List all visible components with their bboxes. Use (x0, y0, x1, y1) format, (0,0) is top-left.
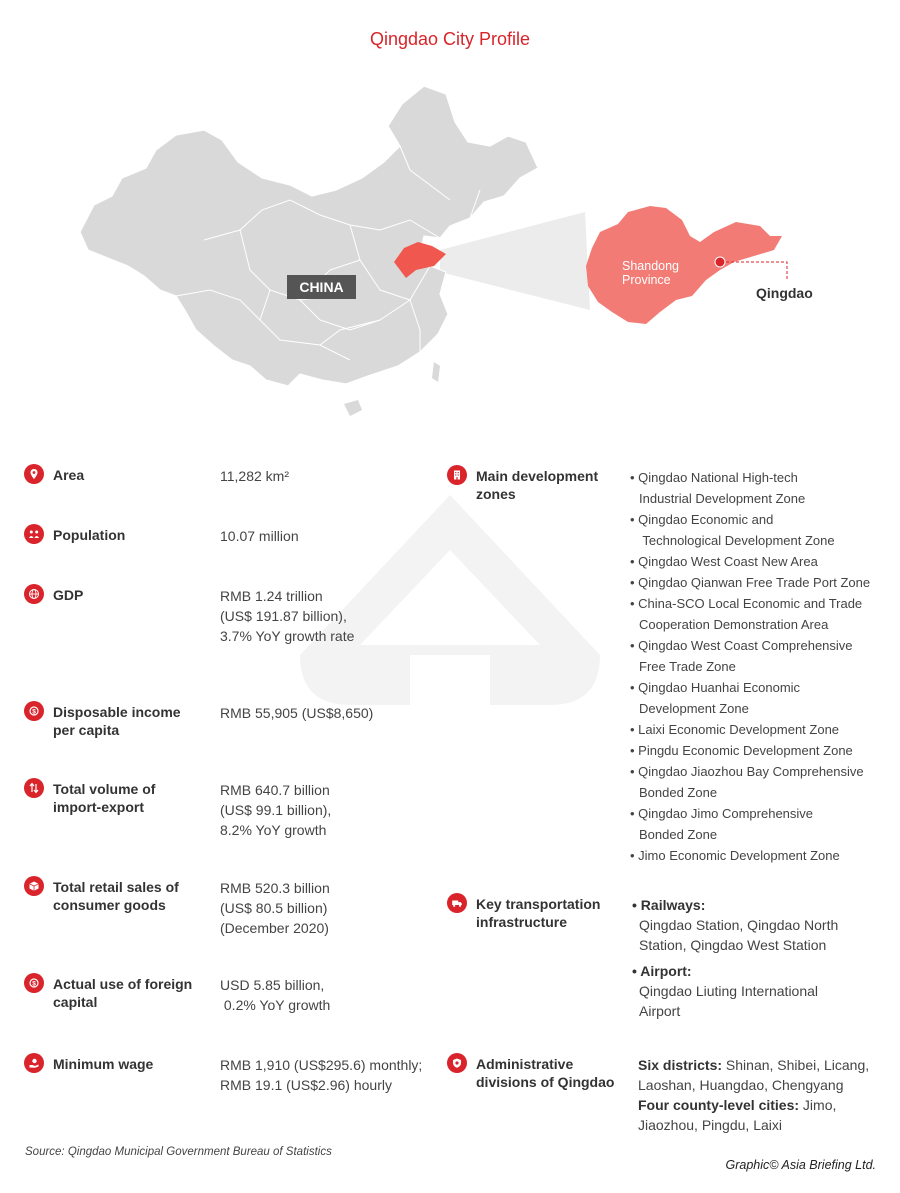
truck-icon (447, 893, 467, 913)
districts-line: Six districts: Shinan, Shibei, Licang, (638, 1057, 870, 1073)
airport-value: Qingdao Liuting International Airport (639, 983, 819, 1019)
minimum-wage-value: RMB 1,910 (US$295.6) monthly; RMB 19.1 (US$2.96) hourly (220, 1057, 423, 1093)
airport-title: • Airport: (632, 963, 692, 979)
retail-sales-label: Total retail sales of consumer goods (53, 879, 179, 913)
import-export-label: Total volume of import-export (53, 781, 156, 815)
china-outline (80, 86, 538, 386)
zone-item: • Jimo Economic Development Zone (630, 848, 840, 863)
population-value: 10.07 million (220, 528, 299, 544)
zone-item: • Qingdao Huanhai Economic Development Zone (630, 680, 801, 716)
foreign-capital-label: Actual use of foreign capital (53, 976, 193, 1010)
disposable-income-value: RMB 55,905 (US$8,650) (220, 705, 374, 721)
svg-text:$: $ (32, 708, 36, 716)
retail-sales-value: RMB 520.3 billion (US$ 80.5 billion) (December 2020) (220, 880, 330, 936)
building-icon (447, 465, 467, 485)
source-note: Source: Qingdao Municipal Government Bureau of Statistics (25, 1146, 332, 1158)
admin-label: Administrative divisions of Qingdao (476, 1056, 615, 1090)
zone-item: • China-SCO Local Economic and Trade Cooperation Demonstration Area (630, 596, 863, 632)
railways-value: Qingdao Station, Qingdao North Station, Qingdao West Station (639, 917, 839, 953)
cities-line2: Jiaozhou, Pingdu, Laixi (638, 1117, 782, 1133)
admin-details (638, 1055, 896, 1135)
gdp-label: GDP (53, 587, 84, 603)
page-title: Qingdao City Profile (369, 29, 531, 49)
china-label: CHINA (299, 279, 344, 295)
zone-item: • Qingdao Jiaozhou Bay Comprehensive Bonded Zone (630, 764, 864, 800)
zones-list (630, 467, 892, 866)
china-map (0, 60, 900, 430)
qingdao-dot (715, 257, 725, 267)
graphic-credit: Graphic© Asia Briefing Ltd. (725, 1158, 876, 1172)
population-label: Population (53, 527, 126, 543)
area-label: Area (53, 467, 85, 483)
railways-title: • Railways: (632, 897, 706, 913)
dollar-coin-icon (24, 973, 44, 993)
zoom-callout (440, 212, 590, 310)
qingdao-leader-line (726, 262, 787, 280)
exchange-arrows-icon (24, 778, 44, 798)
transport-details (632, 895, 894, 1021)
foreign-capital-value: USD 5.85 billion, 0.2% YoY growth (220, 977, 331, 1013)
gdp-value: RMB 1.24 trillion (US$ 191.87 billion), 3.7% YoY growth rate (220, 588, 355, 644)
area-value: 11,282 km² (220, 468, 289, 484)
zone-item: • Laixi Economic Development Zone (630, 722, 840, 737)
disposable-income-label: Disposable income per capita (53, 704, 181, 738)
qingdao-label: Qingdao (756, 285, 813, 301)
zone-item: • Qingdao Qianwan Free Trade Port Zone (630, 575, 871, 590)
transport-label: Key transportation infrastructure (476, 896, 601, 930)
province-label-line2: Province (622, 273, 671, 287)
cities-line: Four county-level cities: Jimo, (638, 1097, 837, 1113)
minimum-wage-label: Minimum wage (53, 1056, 154, 1072)
zone-item: • Qingdao National High-tech Industrial Development Zone (630, 470, 806, 506)
province-label-line1: Shandong (622, 259, 680, 273)
districts-line2: Laoshan, Huangdao, Chengyang (638, 1077, 844, 1093)
hainan-outline (344, 400, 362, 416)
people-icon (24, 524, 44, 544)
shandong-province-zoom (586, 206, 782, 324)
hand-coin-icon (24, 1053, 44, 1073)
zone-item: • Pingdu Economic Development Zone (630, 743, 853, 758)
package-box-icon (24, 876, 44, 896)
zone-item: • Qingdao Jimo Comprehensive Bonded Zone (630, 806, 814, 842)
taiwan-outline (432, 362, 440, 382)
svg-text:$: $ (32, 980, 36, 988)
coin-icon (24, 701, 44, 721)
zone-item: • Qingdao Economic and Technological Development Zone (630, 512, 835, 548)
shield-icon (447, 1053, 467, 1073)
globe-icon (24, 584, 44, 604)
import-export-value: RMB 640.7 billion (US$ 99.1 billion), 8.2% YoY growth (220, 782, 332, 838)
zone-item: • Qingdao West Coast Comprehensive Free Trade Zone (630, 638, 853, 674)
zones-label: Main development zones (476, 468, 599, 502)
zone-item: • Qingdao West Coast New Area (630, 554, 818, 569)
location-pin-icon (24, 464, 44, 484)
